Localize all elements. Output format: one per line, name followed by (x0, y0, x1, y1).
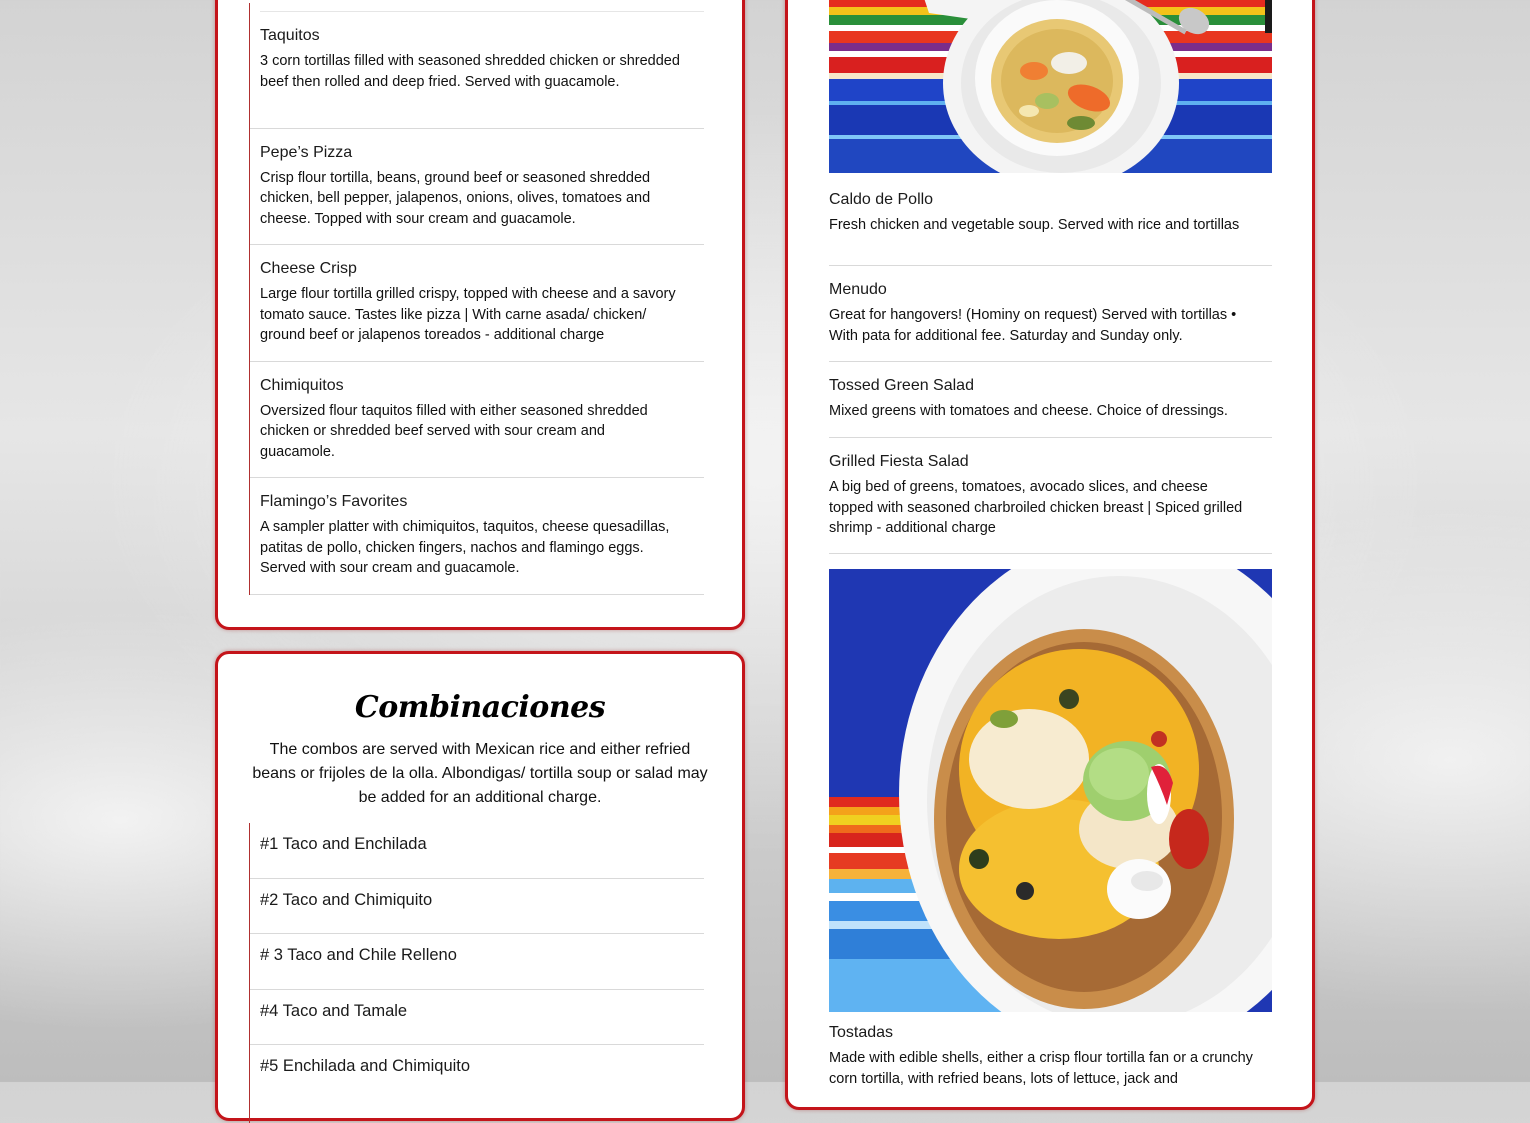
section-intro: The combos are served with Mexican rice and either refried beans or frijoles de la olla. Albondigas/ tortilla soup or salad may be added for an additional charge. (252, 741, 708, 806)
combo-item-name: #1 Taco and Enchilada (260, 835, 427, 853)
menu-item-description: A sampler platter with chimiquitos, taquitos, cheese quesadillas, patitas de pollo, chicken fingers, nachos and flamingo eggs. Served with sour cream and guacamole. (260, 519, 670, 576)
menu-item-name: Grilled Fiesta Salad (829, 453, 969, 470)
menu-item-description: Mixed greens with tomatoes and cheese. Choice of dressings. (829, 403, 1228, 419)
menu-item-grilled-fiesta-salad (829, 438, 1272, 554)
menu-item-caldo-de-pollo (829, 190, 1272, 266)
menu-item-description: Made with edible shells, either a crisp flour tortilla fan or a crunchy corn tortilla, with refried beans, lots of lettuce, jack and (829, 1050, 1253, 1087)
caldo-de-pollo-photo (829, 0, 1272, 173)
menu-item-chimiquitos (250, 362, 704, 479)
menu-item-name: Caldo de Pollo (829, 191, 934, 208)
combo-item (250, 1045, 704, 1101)
section-title: Combinaciones (354, 690, 606, 725)
menu-item-name: Menudo (829, 281, 887, 298)
menu-item-description: Fresh chicken and vegetable soup. Served with rice and tortillas (829, 217, 1240, 233)
combo-item-name: #5 Enchilada and Chimiquito (260, 1057, 471, 1075)
menu-item-description: 3 corn tortillas filled with seasoned shredded chicken or shredded beef then rolled and deep fried. Served with guacamole. (260, 53, 680, 90)
menu-item-description: Large flour tortilla grilled crispy, topped with cheese and a savory tomato sauce. Tastes like pizza | With carne asada/ chicken/ ground beef or jalapenos toreados - additional charge (260, 286, 676, 343)
antojitos-menu-list (249, 3, 704, 595)
menu-item-tostadas (829, 1023, 1254, 1089)
combo-item (250, 879, 704, 935)
combos-menu-list (249, 823, 704, 1123)
menu-item-tossed-green-salad (829, 362, 1272, 438)
soup-bowl-image (829, 0, 1272, 173)
sopas-card (785, 0, 1315, 1110)
menu-item-menudo (829, 266, 1272, 362)
sopas-menu-list (829, 190, 1272, 554)
menu-item-name: Chimiquitos (260, 376, 344, 394)
combo-item-name: # 3 Taco and Chile Relleno (260, 946, 457, 964)
menu-item-taquitos (250, 12, 704, 129)
list-divider (260, 3, 704, 12)
menu-item-cheese-crisp (250, 245, 704, 362)
combo-item (250, 823, 704, 879)
menu-item-name: Pepe’s Pizza (260, 143, 353, 161)
menu-item-name: Taquitos (260, 27, 320, 44)
combo-item-name: #2 Taco and Chimiquito (260, 890, 433, 909)
combo-item-name: #4 Taco and Tamale (260, 1001, 408, 1020)
combinaciones-card (215, 651, 745, 1121)
menu-item-name: Tostadas (829, 1024, 894, 1041)
combo-item (250, 934, 704, 990)
tostada-plate-image (829, 569, 1272, 1012)
menu-item-flamingos-favorites (250, 478, 704, 595)
menu-item-description: Great for hangovers! (Hominy on request) Served with tortillas • With pata for additional fee. Saturday and Sunday only. (829, 307, 1237, 344)
menu-item-pepes-pizza (250, 129, 704, 246)
antojitos-card (215, 0, 745, 630)
menu-item-description: A big bed of greens, tomatoes, avocado slices, and cheese topped with seasoned charbroiled chicken breast | Spiced grilled shrimp - additional charge (829, 479, 1243, 536)
menu-item-description: Crisp flour tortilla, beans, ground beef or seasoned shredded chicken, bell pepper, jalapenos, onions, olives, tomatoes and cheese. Topped with sour cream and guacamole. (260, 169, 651, 227)
menu-item-name: Flamingo’s Favorites (260, 493, 408, 510)
menu-item-description: Oversized flour taquitos filled with either seasoned shredded chicken or shredded beef served with sour cream and guacamole. (260, 402, 648, 460)
tostadas-photo (829, 569, 1272, 1012)
menu-item-name: Tossed Green Salad (829, 377, 974, 394)
combo-item (250, 990, 704, 1046)
menu-item-name: Cheese Crisp (260, 260, 357, 277)
